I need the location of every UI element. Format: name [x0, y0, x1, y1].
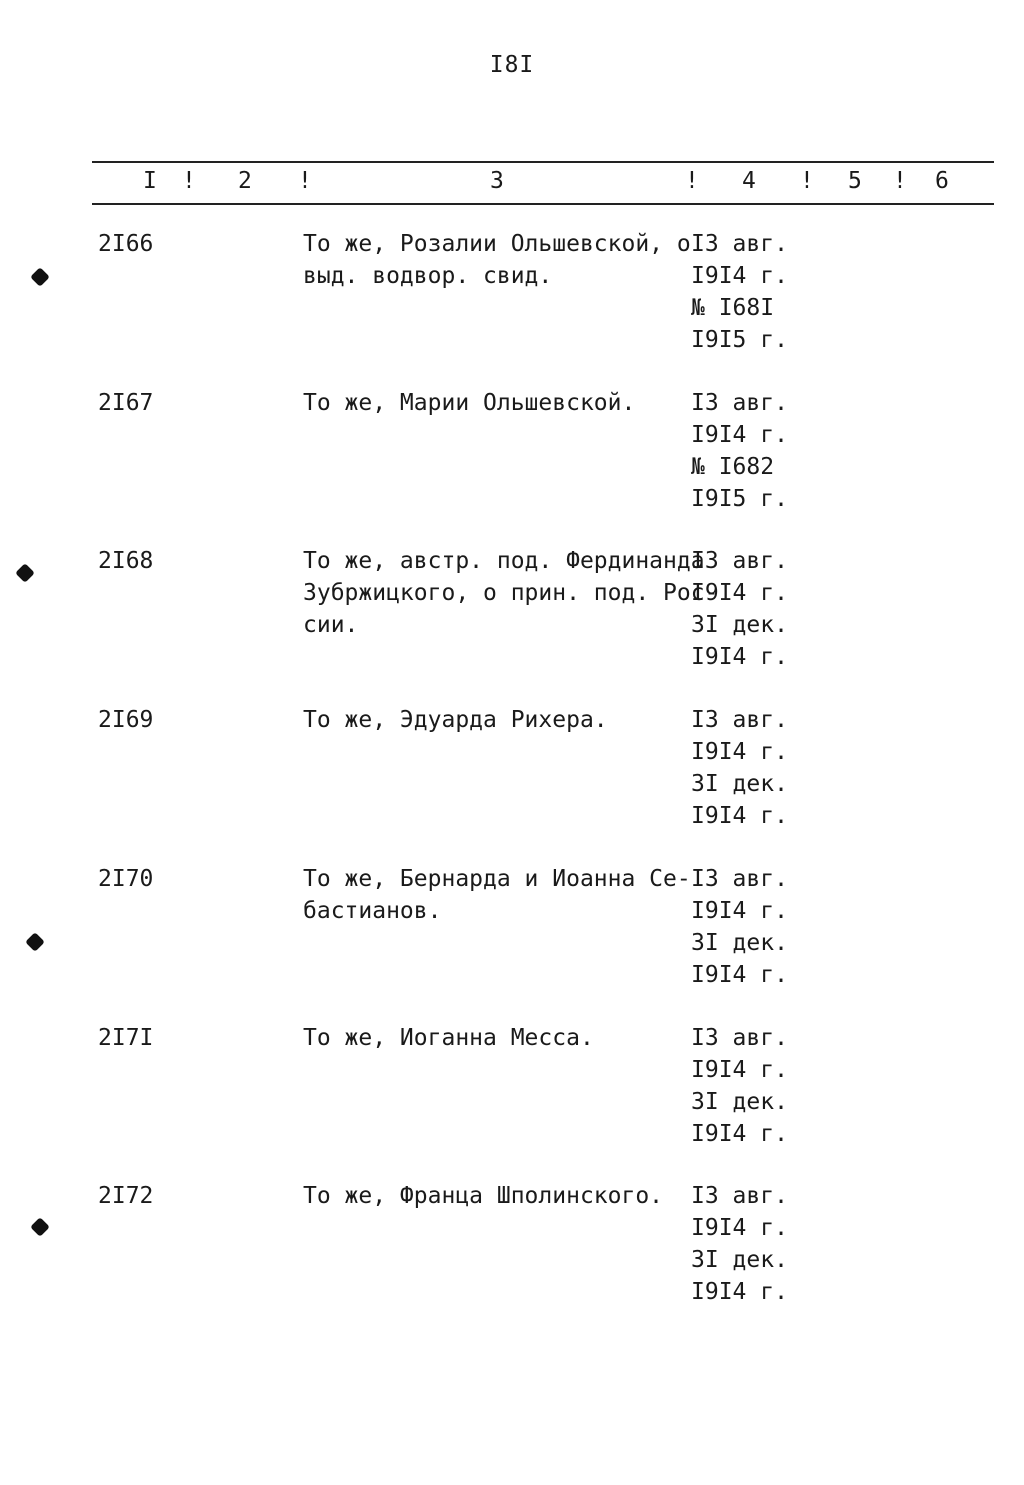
record-number: 2I70	[98, 866, 154, 892]
record-entry	[0, 228, 1024, 368]
description-line: То же, Розалии Ольшевской, о	[303, 231, 691, 257]
date-line: 3I дек.	[691, 1089, 788, 1115]
column-header-2: 2	[238, 168, 252, 194]
date-line: I3 авг.	[691, 548, 788, 574]
record-entry	[0, 387, 1024, 527]
date-line: I3 авг.	[691, 707, 788, 733]
description-line: То же, Бернарда и Иоанна Се-	[303, 866, 691, 892]
record-entry	[0, 1022, 1024, 1162]
column-separator: !	[800, 168, 814, 194]
record-dates	[691, 545, 788, 673]
record-number: 2I68	[98, 548, 154, 574]
date-line: 3I дек.	[691, 1247, 788, 1273]
date-line: I9I4 г.	[691, 580, 788, 606]
record-dates	[691, 387, 788, 515]
date-line: I9I5 г.	[691, 327, 788, 353]
date-line: I9I4 г.	[691, 1121, 788, 1147]
description-line: бастианов.	[303, 898, 442, 924]
record-number: 2I66	[98, 231, 154, 257]
description-line: сии.	[303, 612, 359, 638]
date-line: I9I4 г.	[691, 898, 788, 924]
record-description	[303, 1180, 688, 1212]
record-description	[303, 387, 688, 419]
description-line: Зубржицкого, о прин. под. Рос-	[303, 580, 719, 606]
description-line: То же, Марии Ольшевской.	[303, 390, 636, 416]
column-header-5: 5	[848, 168, 862, 194]
description-line: То же, австр. под. Фердинанда	[303, 548, 705, 574]
date-line: I9I4 г.	[691, 1057, 788, 1083]
date-line: I9I4 г.	[691, 263, 788, 289]
page-number: I8I	[489, 52, 535, 78]
date-line: I3 авг.	[691, 231, 788, 257]
date-line: I9I4 г.	[691, 962, 788, 988]
record-entry	[0, 863, 1024, 1003]
date-line: 3I дек.	[691, 612, 788, 638]
record-description	[303, 1022, 688, 1054]
date-line: 3I дек.	[691, 930, 788, 956]
record-dates	[691, 1022, 788, 1150]
date-line: I9I5 г.	[691, 486, 788, 512]
record-number: 2I69	[98, 707, 154, 733]
record-dates	[691, 228, 788, 356]
date-line: № I682	[691, 454, 775, 480]
column-separator: !	[182, 168, 196, 194]
date-line: I9I4 г.	[691, 739, 788, 765]
column-header-3: 3	[490, 168, 504, 194]
date-line: I3 авг.	[691, 1025, 788, 1051]
date-line: I9I4 г.	[691, 1279, 788, 1305]
description-line: То же, Франца Шполинского.	[303, 1183, 664, 1209]
record-description	[303, 228, 691, 292]
column-separator: !	[685, 168, 699, 194]
description-line: То же, Иоганна Месса.	[303, 1025, 594, 1051]
date-line: I3 авг.	[691, 390, 788, 416]
column-header-1: I	[143, 168, 157, 194]
record-number: 2I67	[98, 390, 154, 416]
record-dates	[691, 863, 788, 991]
date-line: I9I4 г.	[691, 422, 788, 448]
record-number: 2I72	[98, 1183, 154, 1209]
record-entry	[0, 704, 1024, 844]
date-line: I9I4 г.	[691, 803, 788, 829]
record-description	[303, 704, 688, 736]
column-header-4: 4	[742, 168, 756, 194]
record-description	[303, 545, 719, 641]
record-dates	[691, 704, 788, 832]
column-header-6: 6	[935, 168, 949, 194]
description-line: выд. водвор. свид.	[303, 263, 553, 289]
record-dates	[691, 1180, 788, 1308]
date-line: I9I4 г.	[691, 1215, 788, 1241]
record-entry	[0, 1180, 1024, 1320]
description-line: То же, Эдуарда Рихера.	[303, 707, 608, 733]
record-description	[303, 863, 691, 927]
date-line: I3 авг.	[691, 866, 788, 892]
column-separator: !	[298, 168, 312, 194]
date-line: 3I дек.	[691, 771, 788, 797]
date-line: I3 авг.	[691, 1183, 788, 1209]
date-line: I9I4 г.	[691, 644, 788, 670]
date-line: № I68I	[691, 295, 775, 321]
column-separator: !	[893, 168, 907, 194]
record-number: 2I7I	[98, 1025, 154, 1051]
record-entry	[0, 545, 1024, 685]
